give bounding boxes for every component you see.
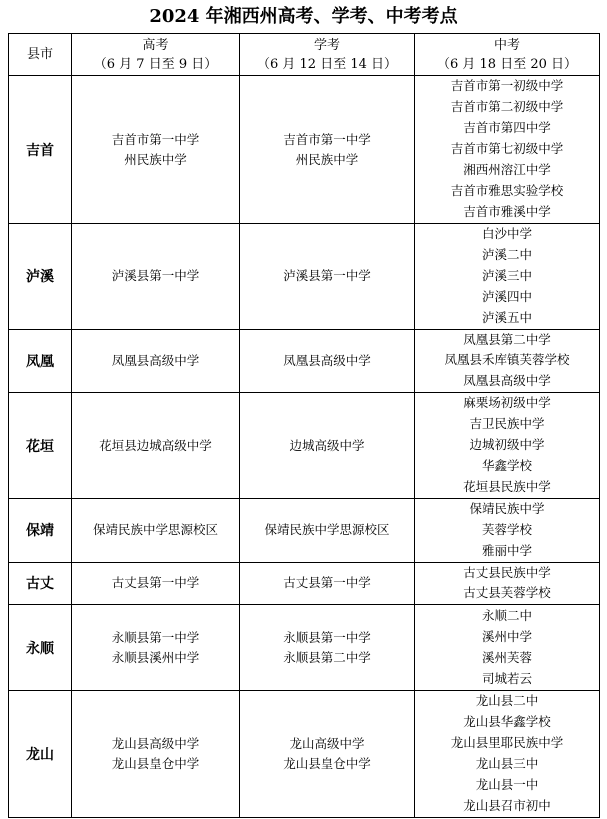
- zhongkao-cell: [415, 498, 600, 562]
- table-row: [9, 562, 600, 605]
- xuekao-site: 龙山高级中学: [289, 736, 365, 752]
- zhongkao-site: 永顺二中: [481, 608, 532, 623]
- county-cell: [9, 224, 72, 330]
- xuekao-site: 州民族中学: [295, 151, 359, 167]
- county-cell: [9, 498, 72, 562]
- zhongkao-cell: [415, 691, 600, 817]
- county-cell: [9, 562, 72, 605]
- xuekao-site: 永顺县第二中学: [283, 649, 371, 665]
- zhongkao-site: 龙山县里耶民族中学: [450, 735, 564, 751]
- table-row: [9, 76, 600, 224]
- xuekao-cell: [240, 562, 415, 605]
- header-xuekao-date: （6 月 12 日至 14 日）: [256, 56, 398, 72]
- county-cell: [9, 605, 72, 691]
- gaokao-site: 永顺县溪州中学: [111, 649, 200, 665]
- zhongkao-site: 吉首市第二初级中学: [450, 99, 564, 115]
- zhongkao-site: 吉首市第四中学: [463, 120, 551, 136]
- zhongkao-site: 溪州中学: [481, 628, 532, 644]
- county-name: 龙山: [26, 747, 54, 764]
- table-row: [9, 691, 600, 817]
- county-name: 吉首: [26, 142, 54, 159]
- zhongkao-site: 吉首市雅思实验学校: [450, 182, 564, 198]
- header-county: 县市: [9, 34, 72, 76]
- zhongkao-cell: [415, 393, 600, 499]
- gaokao-site: 吉首市第一中学: [111, 131, 200, 147]
- header-zhongkao-label: 中考: [493, 37, 520, 53]
- gaokao-cell: [72, 498, 240, 562]
- zhongkao-site: 吉卫民族中学: [469, 416, 545, 432]
- zhongkao-site: 湘西州溶江中学: [463, 161, 551, 177]
- xuekao-site: 永顺县第一中学: [283, 629, 371, 645]
- gaokao-cell: [72, 329, 240, 393]
- xuekao-cell: [240, 329, 415, 393]
- zhongkao-site: 保靖民族中学: [469, 500, 545, 516]
- xuekao-site: 边城高级中学: [289, 437, 365, 453]
- gaokao-site: 永顺县第一中学: [111, 629, 200, 645]
- zhongkao-site: 龙山县三中: [475, 756, 539, 772]
- zhongkao-site: 古丈县民族中学: [463, 564, 551, 580]
- gaokao-cell: [72, 393, 240, 499]
- zhongkao-site: 泸溪五中: [481, 309, 532, 325]
- county-name: 永顺: [26, 640, 54, 657]
- gaokao-site: 州民族中学: [124, 151, 187, 167]
- header-zhongkao: [415, 34, 600, 76]
- gaokao-site: 花垣县边城高级中学: [99, 437, 212, 453]
- gaokao-site: 龙山县皇仓中学: [111, 756, 200, 772]
- zhongkao-site: 龙山县一中: [475, 776, 539, 792]
- zhongkao-site: 溪州芙蓉: [481, 649, 532, 665]
- zhongkao-site: 雅丽中学: [481, 542, 532, 558]
- zhongkao-site: 泸溪四中: [481, 288, 532, 304]
- xuekao-cell: [240, 393, 415, 499]
- table-row: [9, 605, 600, 691]
- xuekao-cell: [240, 224, 415, 330]
- page-title: 2024 年湘西州高考、学考、中考考点: [149, 6, 458, 27]
- zhongkao-site: 龙山县二中: [475, 693, 539, 709]
- xuekao-site: 泸溪县第一中学: [283, 268, 371, 284]
- header-row: [9, 34, 600, 76]
- zhongkao-site: 花垣县民族中学: [463, 478, 551, 494]
- gaokao-site: 凤凰县高级中学: [111, 352, 200, 368]
- zhongkao-cell: [415, 605, 600, 691]
- zhongkao-site: 吉首市第一初级中学: [450, 78, 564, 94]
- county-name: 古丈: [26, 576, 54, 593]
- gaokao-cell: [72, 605, 240, 691]
- zhongkao-site: 华鑫学校: [481, 457, 532, 473]
- xuekao-site: 凤凰县高级中学: [283, 352, 371, 368]
- zhongkao-site: 泸溪三中: [481, 267, 532, 283]
- county-cell: [9, 329, 72, 393]
- xuekao-site: 龙山县皇仓中学: [283, 756, 371, 772]
- header-gaokao-date: （6 月 7 日至 9 日）: [93, 56, 218, 72]
- zhongkao-site: 司城若云: [481, 670, 532, 686]
- zhongkao-site: 吉首市第七初级中学: [450, 141, 564, 157]
- gaokao-cell: [72, 76, 240, 224]
- xuekao-site: 吉首市第一中学: [283, 131, 371, 147]
- table-row: [9, 393, 600, 499]
- xuekao-cell: [240, 605, 415, 691]
- table-row: [9, 329, 600, 393]
- zhongkao-site: 凤凰县禾库镇芙蓉学校: [444, 352, 570, 368]
- header-zhongkao-date: （6 月 18 日至 20 日）: [436, 56, 578, 72]
- zhongkao-site: 麻栗场初级中学: [463, 395, 551, 411]
- table-row: [9, 224, 600, 330]
- header-xuekao-label: 学考: [313, 37, 340, 53]
- zhongkao-site: 吉首市雅溪中学: [463, 203, 551, 219]
- county-name: 泸溪: [26, 269, 54, 286]
- zhongkao-site: 凤凰县高级中学: [463, 373, 551, 389]
- zhongkao-site: 凤凰县第二中学: [463, 331, 551, 347]
- gaokao-cell: [72, 562, 240, 605]
- zhongkao-cell: [415, 76, 600, 224]
- zhongkao-site: 边城初级中学: [469, 437, 545, 453]
- header-xuekao: [240, 34, 415, 76]
- county-cell: [9, 691, 72, 817]
- xuekao-cell: [240, 498, 415, 562]
- gaokao-cell: [72, 224, 240, 330]
- county-cell: [9, 76, 72, 224]
- xuekao-cell: [240, 76, 415, 224]
- zhongkao-site: 白沙中学: [481, 226, 532, 241]
- county-name: 花垣: [26, 438, 54, 455]
- header-gaokao: [72, 34, 240, 76]
- header-gaokao-label: 高考: [142, 37, 169, 53]
- zhongkao-site: 泸溪二中: [481, 246, 532, 262]
- zhongkao-cell: [415, 562, 600, 605]
- gaokao-cell: [72, 691, 240, 817]
- xuekao-cell: [240, 691, 415, 817]
- zhongkao-site: 龙山县华鑫学校: [463, 714, 551, 730]
- county-name: 凤凰: [26, 353, 54, 370]
- xuekao-site: 保靖民族中学思源校区: [264, 522, 390, 538]
- zhongkao-site: 古丈县芙蓉学校: [463, 585, 551, 601]
- exam-sites-table: [8, 33, 600, 818]
- zhongkao-cell: [415, 224, 600, 330]
- gaokao-site: 古丈县第一中学: [111, 575, 200, 591]
- gaokao-site: 龙山县高级中学: [111, 736, 200, 752]
- zhongkao-site: 龙山县召市初中: [463, 797, 551, 813]
- gaokao-site: 保靖民族中学思源校区: [92, 522, 218, 538]
- zhongkao-site: 芙蓉学校: [481, 521, 532, 537]
- xuekao-site: 古丈县第一中学: [283, 575, 371, 591]
- table-row: [9, 498, 600, 562]
- county-cell: [9, 393, 72, 499]
- gaokao-site: 泸溪县第一中学: [111, 268, 200, 284]
- zhongkao-cell: [415, 329, 600, 393]
- county-name: 保靖: [26, 523, 54, 540]
